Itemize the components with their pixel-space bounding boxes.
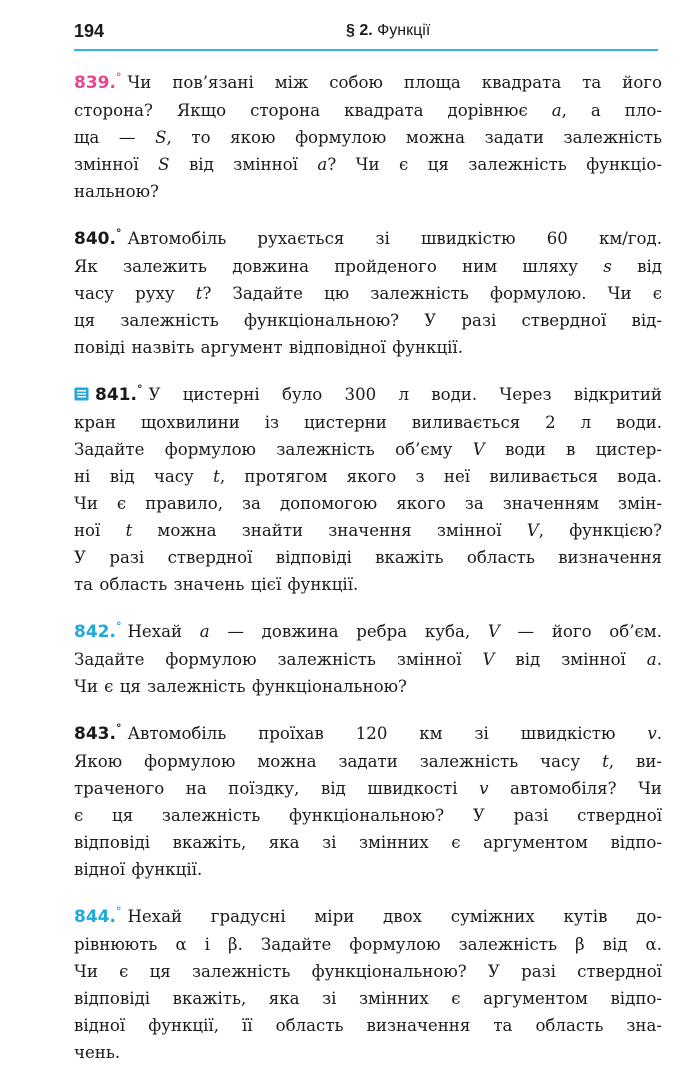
- degree-mark: °: [115, 71, 122, 84]
- problem-number: 844.: [74, 907, 116, 927]
- section-name: Функції: [377, 22, 431, 39]
- section-mark: § 2.: [346, 22, 373, 39]
- problem-text-line: траченого на поїздку, від швидкості v автомобіля? Чи: [74, 779, 662, 798]
- problem-text-line: та область значень цієї функції.: [74, 575, 359, 594]
- problem-text-line: 844.° Нехай градусні міри двох суміжних кутів до-: [74, 905, 662, 927]
- section-title: [346, 22, 430, 40]
- problem-text-line: відповіді вкажіть, яка зі змінних є аргументом відпо-: [74, 989, 662, 1008]
- problem-number: 839.: [74, 73, 116, 93]
- problem-text-line: нальною?: [74, 182, 159, 201]
- problem-text-line: часу руху t? Задайте цю залежність формулою. Чи є: [74, 284, 662, 303]
- problem-text-line: змінної S від змінної a? Чи є ця залежність функціо-: [74, 155, 662, 174]
- problem-text-line: є ця залежність функціональною? У разі ствердної: [74, 806, 662, 825]
- page-header: [74, 18, 658, 50]
- problem-839: [74, 64, 662, 205]
- problem-text-line: рівнюють α і β. Задайте формулою залежність β від α.: [74, 935, 662, 954]
- problem-text-line: Якою формулою можна задати залежність часу t, ви-: [74, 752, 662, 771]
- problem-text-line: чень.: [74, 1043, 121, 1062]
- problem-841: [74, 376, 662, 598]
- problem-text-line: Задайте формулою залежність об’єму V води в цистер-: [74, 440, 663, 459]
- problem-text-line: ні від часу t, протягом якого з неї виливається вода.: [74, 467, 662, 486]
- problem-text-line: ща — S, то якою формулою можна задати залежність: [74, 128, 662, 147]
- problem-text-line: 843.° Автомобіль проїхав 120 км зі швидкістю v.: [74, 722, 662, 744]
- degree-mark: °: [136, 383, 143, 396]
- problem-text-line: 841.° У цистерні було 300 л води. Через відкритий: [74, 376, 662, 409]
- problem-number: 843.: [74, 724, 116, 744]
- problem-text-line: 840.° Автомобіль рухається зі швидкістю 60 км/год.: [74, 227, 662, 249]
- problem-number: 841.: [95, 385, 137, 405]
- header-rule: [74, 49, 658, 51]
- problem-843: [74, 715, 662, 883]
- degree-mark: °: [115, 905, 122, 918]
- problem-text-line: 842.° Нехай a — довжина ребра куба, V — його об’єм.: [74, 620, 662, 642]
- problem-text-line: У разі ствердної відповіді вкажіть область визначення: [74, 548, 662, 567]
- problem-text-line: відної функції, її область визначення та область зна-: [74, 1016, 662, 1035]
- degree-mark: °: [115, 227, 122, 240]
- problem-text-line: Задайте формулою залежність змінної V від змінної a.: [74, 650, 662, 669]
- problem-text-line: Як залежить довжина пройденого ним шляху s від: [74, 257, 662, 276]
- problem-text-line: відної функції.: [74, 860, 203, 879]
- problem-number: 842.: [74, 622, 116, 642]
- problem-text-line: кран щохвилини із цистерни виливається 2 л води.: [74, 413, 662, 432]
- problem-text-line: Чи є ця залежність функціональною? У разі ствердної: [74, 962, 662, 981]
- degree-mark: °: [115, 722, 122, 735]
- problem-number: 840.: [74, 229, 116, 249]
- problem-842: [74, 613, 662, 700]
- problem-text-line: повіді назвіть аргумент відповідної функції.: [74, 338, 464, 357]
- problem-844: [74, 898, 662, 1066]
- problem-list: [74, 64, 662, 1081]
- problem-840: [74, 220, 662, 361]
- book-icon: [74, 382, 89, 396]
- page-number: 194: [74, 21, 105, 41]
- problem-text-line: сторона? Якщо сторона квадрата дорівнює a, а пло-: [74, 101, 662, 120]
- problem-text-line: 839.° Чи пов’язані між собою площа квадрата та його: [74, 71, 662, 93]
- problem-text-line: відповіді вкажіть, яка зі змінних є аргументом відпо-: [74, 833, 662, 852]
- problem-text-line: Чи є правило, за допомогою якого за значенням змін-: [74, 494, 662, 513]
- problem-text-line: ця залежність функціональною? У разі ствердної від-: [74, 311, 662, 330]
- problem-text-line: Чи є ця залежність функціональною?: [74, 677, 407, 696]
- problem-text-line: ної t можна знайти значення змінної V, функцією?: [74, 521, 662, 540]
- degree-mark: °: [115, 620, 122, 633]
